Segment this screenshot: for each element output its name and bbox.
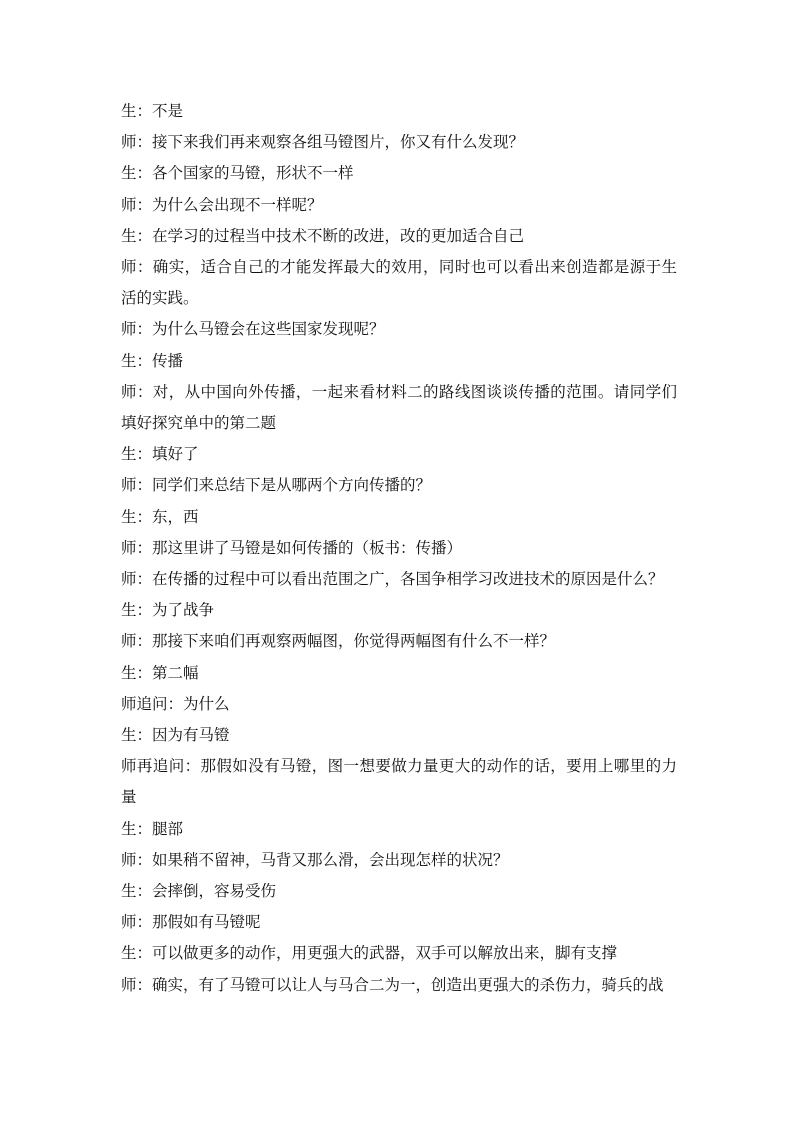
- dialogue-line: 师：如果稍不留神，马背又那么滑，会出现怎样的状况？: [121, 850, 509, 869]
- dialogue-text: [121, 96, 677, 1001]
- dialogue-line: 师：为什么马镫会在这些国家发现呢？: [121, 320, 385, 339]
- dialogue-line: 生：传播: [121, 351, 184, 370]
- dialogue-line: 师追问：为什么: [121, 694, 230, 713]
- dialogue-line: 生：因为有马镫: [121, 726, 230, 745]
- dialogue-line: 生：填好了: [121, 445, 199, 464]
- dialogue-line: 生：可以做更多的动作，用更强大的武器，双手可以解放出来，脚有支撑: [121, 944, 618, 963]
- dialogue-line: 生：在学习的过程当中技术不断的改进，改的更加适合自己: [121, 226, 525, 245]
- dialogue-line: 师：那接下来咱们再观察两幅图，你觉得两幅图有什么不一样？: [121, 632, 556, 651]
- dialogue-line: 师：同学们来总结下是从哪两个方向传播的？: [121, 476, 432, 495]
- dialogue-line: 生：第二幅: [121, 663, 199, 682]
- dialogue-line: 生：不是: [121, 102, 184, 120]
- dialogue-line: 生：东，西: [121, 507, 199, 526]
- dialogue-line: 师：那假如有马镫呢: [121, 913, 261, 932]
- dialogue-line: 生：会摔倒，容易受伤: [121, 882, 277, 901]
- dialogue-line: 师：在传播的过程中可以看出范围之广，各国争相学习改进技术的原因是什么？: [121, 570, 664, 589]
- dialogue-line: 师：为什么会出现不一样呢？: [121, 195, 323, 214]
- dialogue-line: 师：接下来我们再来观察各组马镫图片，你又有什么发现？: [121, 133, 525, 152]
- dialogue-line: 师：那这里讲了马镫是如何传播的（板书：传播）: [121, 538, 463, 557]
- dialogue-line: 生：各个国家的马镫，形状不一样: [121, 164, 354, 183]
- dialogue-line: 师：确实，适合自己的才能发挥最大的效用，同时也可以看出来创造都是源于生活的实践。: [121, 258, 677, 308]
- dialogue-line: 生：为了战争: [121, 601, 215, 620]
- dialogue-line: 师：对，从中国向外传播，一起来看材料二的路线图谈谈传播的范围。请同学们填好探究单中的第二题: [121, 382, 677, 433]
- dialogue-line: 师：确实，有了马镫可以让人与马合二为一，创造出更强大的杀伤力，骑兵的战: [121, 975, 664, 994]
- dialogue-line: 生：腿部: [121, 819, 184, 838]
- dialogue-line: 师再追问：那假如没有马镫，图一想要做力量更大的动作的话，要用上哪里的力量: [121, 757, 677, 807]
